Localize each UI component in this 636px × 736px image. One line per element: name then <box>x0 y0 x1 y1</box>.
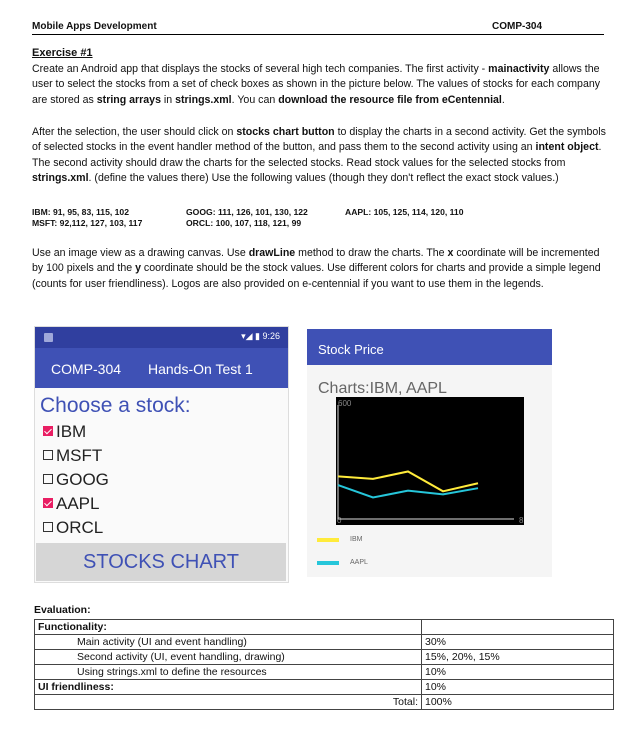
paragraph2-segment: . (define the values there) Use the following values (though they don't reflect the exact stock values.) <box>88 171 559 184</box>
paragraph1-segment: in <box>160 93 176 106</box>
evaluation-row <box>35 620 614 635</box>
chart-canvas <box>307 329 552 577</box>
x-axis-left-label: 0 <box>337 516 342 525</box>
intro-paragraph <box>32 62 612 108</box>
chart-plot-area <box>336 397 524 525</box>
paragraph2-segment: intent object <box>535 141 599 154</box>
legend-label-aapl: AAPL <box>350 559 368 566</box>
exercise-title: Exercise #1 <box>32 47 93 59</box>
evaluation-row <box>35 665 614 680</box>
checkbox-label: AAPL <box>56 494 100 513</box>
goog-values: GOOG: 111, 126, 101, 130, 122 <box>186 207 308 217</box>
checkbox-label: MSFT <box>56 446 103 465</box>
chart-title: Charts:IBM, AAPL <box>318 380 447 397</box>
paragraph1-segment: strings.xml <box>175 93 232 106</box>
paragraph1-segment: string arrays <box>96 93 161 106</box>
msft-values: MSFT: 92,112, 127, 103, 117 <box>32 218 143 228</box>
checkbox-label: IBM <box>56 422 87 441</box>
y-axis-top-label: 600 <box>338 399 352 408</box>
evaluation-criterion: Main activity (UI and event handling) <box>35 635 422 650</box>
paragraph3-segment: drawLine <box>248 247 296 259</box>
paragraph3-segment: x <box>447 247 454 259</box>
stock-selection-screen <box>34 326 289 583</box>
document-header <box>32 20 604 35</box>
legend-swatch-aapl <box>317 561 339 565</box>
chart-screen-title: Stock Price <box>318 342 384 357</box>
checked-box-icon[interactable] <box>43 498 53 508</box>
app-bar <box>35 348 288 388</box>
checkbox-ibm[interactable] <box>43 422 86 442</box>
evaluation-table <box>34 619 614 710</box>
evaluation-criterion: Total: <box>35 695 422 710</box>
evaluation-weight: 15%, 20%, 15% <box>422 650 614 665</box>
paragraph3-segment: method to draw the charts. The <box>295 247 448 259</box>
evaluation-criterion: Using strings.xml to define the resources <box>35 665 422 680</box>
legend-label-ibm: IBM <box>350 536 363 543</box>
status-time: ▾◢ ▮ 9:26 <box>241 331 280 341</box>
evaluation-weight <box>422 620 614 635</box>
x-axis-right-label: 8 <box>519 516 524 525</box>
checkbox-orcl[interactable] <box>43 518 103 538</box>
ibm-values: IBM: 91, 95, 83, 115, 102 <box>32 207 129 217</box>
paragraph1-segment: . <box>501 93 505 106</box>
evaluation-weight: 10% <box>422 665 614 680</box>
evaluation-row <box>35 635 614 650</box>
evaluation-criterion: Second activity (UI, event handling, drawing) <box>35 650 422 665</box>
evaluation-row <box>35 695 614 710</box>
paragraph3-segment: y <box>135 262 141 275</box>
paragraph2-segment: stocks chart button <box>236 126 335 138</box>
paragraph1-segment: allows the user to select the stocks from a set of check boxes as shown in the picture below. The values of stocks for each company are stored as <box>32 63 601 106</box>
course-code: COMP-304 <box>491 21 542 32</box>
notification-icon <box>44 333 53 342</box>
paragraph2-segment: to display the charts in a second activity. Get the symbols of selected stocks in the event handler method of the button, and pass them to the second activity using an <box>32 126 606 154</box>
selection-paragraph <box>32 125 612 186</box>
evaluation-criterion: Functionality: <box>35 620 422 635</box>
aapl-values: AAPL: 105, 125, 114, 120, 110 <box>345 207 464 217</box>
paragraph3-segment: Use an image view as a drawing canvas. Use <box>32 247 249 259</box>
checkbox-label: GOOG <box>56 470 109 489</box>
unchecked-box-icon[interactable] <box>43 522 53 532</box>
paragraph3-segment: coordinate will be incremented by 100 pixels and the <box>32 247 600 275</box>
paragraph2-segment: After the selection, the user should click on <box>32 126 237 138</box>
evaluation-weight: 10% <box>422 680 614 695</box>
paragraph2-segment: . The second activity should draw the charts for the selected stocks. Read stock values for the selected stocks from <box>32 141 602 169</box>
app-title: COMP-304 <box>51 361 122 377</box>
paragraph1-segment: . You can <box>231 93 279 106</box>
paragraph1-segment: download the resource file from eCentennial <box>278 93 502 106</box>
app-subtitle: Hands-On Test 1 <box>148 361 253 377</box>
checkbox-msft[interactable] <box>43 446 102 466</box>
evaluation-row <box>35 680 614 695</box>
legend-swatch-ibm <box>317 538 339 542</box>
paragraph1-segment: mainactivity <box>488 63 550 75</box>
evaluation-row <box>35 650 614 665</box>
checkbox-goog[interactable] <box>43 470 109 490</box>
unchecked-box-icon[interactable] <box>43 474 53 484</box>
choose-stock-label: Choose a stock: <box>40 394 191 417</box>
stock-chart-screen <box>307 329 552 577</box>
drawing-paragraph <box>32 246 612 292</box>
checkbox-label: ORCL <box>56 518 104 537</box>
evaluation-weight: 30% <box>422 635 614 650</box>
evaluation-weight: 100% <box>422 695 614 710</box>
checked-box-icon[interactable] <box>43 426 53 436</box>
checkbox-aapl[interactable] <box>43 494 99 514</box>
status-bar <box>35 327 288 348</box>
paragraph2-segment: strings.xml <box>32 171 89 184</box>
stocks-chart-button[interactable]: STOCKS CHART <box>36 543 286 581</box>
unchecked-box-icon[interactable] <box>43 450 53 460</box>
evaluation-label: Evaluation: <box>34 604 91 616</box>
paragraph3-segment: coordinate should be the stock values. Use different colors for charts and provide a simple legend (counts for user friendliness). Logos are also provided on e-centennial if you want to use them in the legends. <box>32 262 601 290</box>
evaluation-criterion: UI friendliness: <box>35 680 422 695</box>
paragraph1-segment: Create an Android app that displays the stocks of several high tech companies. The first activity - <box>32 63 489 75</box>
course-name: Mobile Apps Development <box>32 21 157 32</box>
orcl-values: ORCL: 100, 107, 118, 121, 99 <box>186 218 302 228</box>
